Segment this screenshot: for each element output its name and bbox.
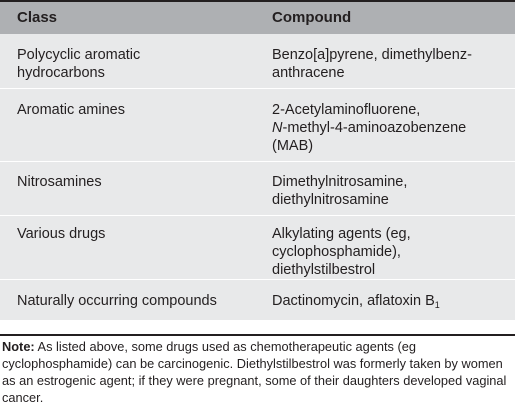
compound-cell: [272, 46, 508, 82]
class-text-line: hydrocarbons: [17, 65, 105, 81]
compound-cell: [272, 225, 508, 279]
class-cell: [17, 292, 257, 310]
class-cell: [17, 101, 257, 119]
class-cell: [17, 173, 257, 191]
table-bottom-rule: [0, 334, 515, 336]
table-footnote: [2, 338, 512, 406]
header-class: Class: [17, 9, 58, 26]
table-header-row: [0, 0, 515, 34]
table-row: [0, 89, 515, 162]
table-row: [0, 34, 515, 89]
compound-text-line: Dimethylnitrosamine,: [272, 174, 408, 190]
compound-text-line: cyclophosphamide),: [272, 244, 401, 260]
table-row: [0, 280, 515, 320]
compound-text-line: diethylnitrosamine: [272, 192, 389, 208]
header-compound: Compound: [272, 9, 352, 26]
compound-text-line: anthracene: [272, 65, 345, 81]
compound-text-line: Benzo[a]pyrene, dimethylbenz-: [272, 47, 472, 63]
table-row: [0, 216, 515, 280]
class-text-line: Naturally occurring compounds: [17, 293, 217, 309]
class-text-line: Polycyclic aromatic: [17, 47, 141, 63]
class-cell: [17, 46, 257, 82]
compound-text-line: Alkylating agents (eg,: [272, 226, 411, 242]
compound-text-rest: -methyl-4-aminoazobenzene: [282, 120, 467, 136]
compound-text-line: 2-Acetylaminofluorene,: [272, 102, 421, 118]
italic-prefix: N: [272, 120, 283, 136]
subscript: 1: [434, 300, 440, 310]
compound-text-line: [272, 292, 508, 314]
compound-cell: [272, 173, 508, 209]
note-label: Note:: [2, 339, 35, 354]
note-text: As listed above, some drugs used as chemotherapeutic agents (eg cyclophosphamide) can be carcinogenic. Diethylstilbestrol was formerly taken by women as an estrogenic agent; if they were pregnant, some of their daughters developed vaginal cancer.: [2, 339, 507, 405]
class-text-line: Various drugs: [17, 226, 106, 242]
class-cell: [17, 225, 257, 243]
class-text-line: Nitrosamines: [17, 174, 102, 190]
compound-text: Dactinomycin, aflatoxin B: [272, 293, 435, 309]
table-row: [0, 162, 515, 216]
compound-cell: [272, 101, 508, 155]
compound-cell: [272, 292, 508, 314]
compound-text-line: (MAB): [272, 138, 314, 154]
class-text-line: Aromatic amines: [17, 102, 125, 118]
compound-text-line: [272, 119, 508, 137]
compound-text-line: diethylstilbestrol: [272, 262, 376, 278]
